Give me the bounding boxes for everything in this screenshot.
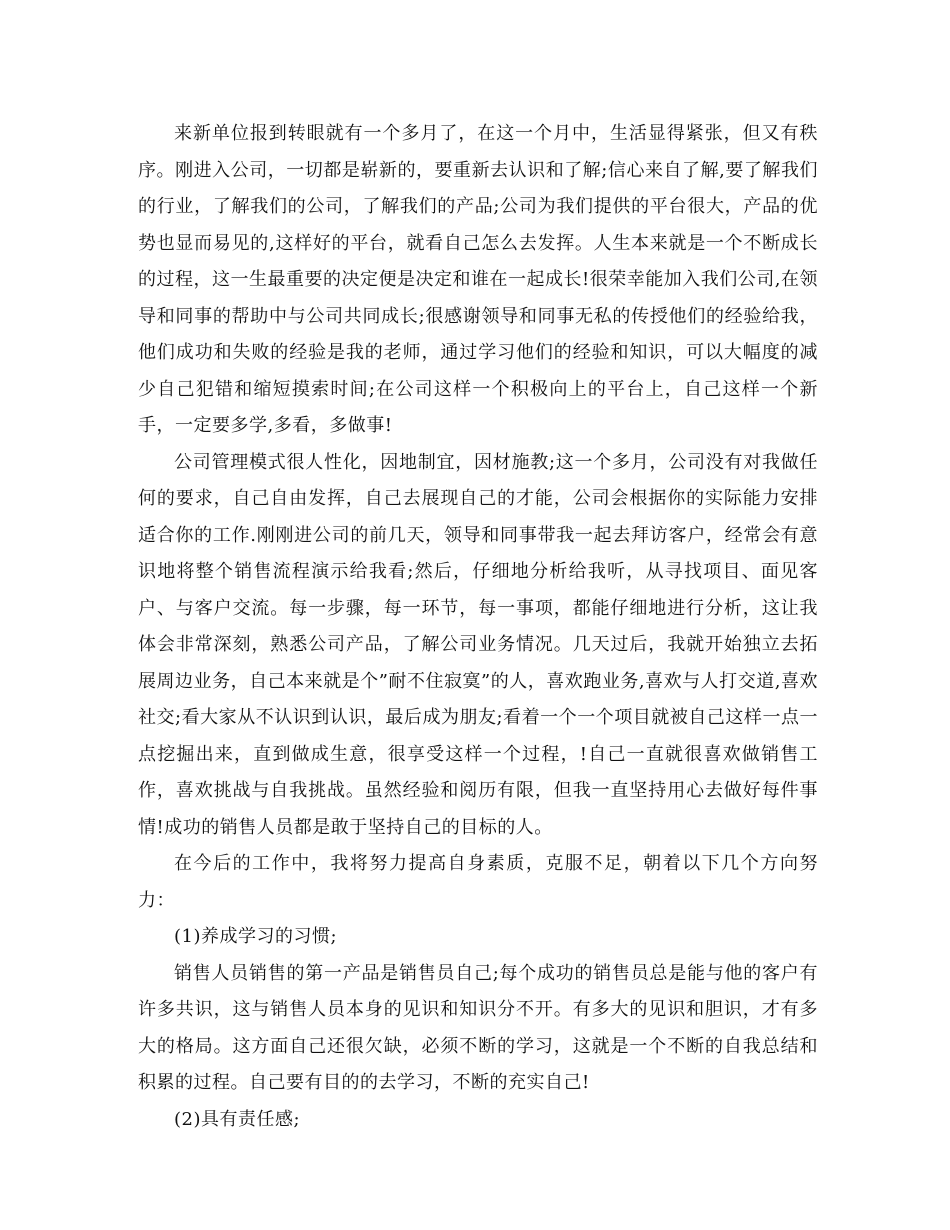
paragraph-future-plan: 在今后的工作中，我将努力提高自身素质，克服不足，朝着以下几个方向努力： (138, 853, 818, 911)
heading-item-1: (1)养成学习的习惯; (174, 926, 338, 947)
paragraph-learning: 销售人员销售的第一产品是销售员自己;每个成功的销售员总是能与他的客户有许多共识，这与销售人员本身的见识和知识分不开。有多大的见识和胆识，才有多大的格局。这方面自己还很欠缺，必须不断的学习，这就是一个不断的自我总结和积累的过程。自己要有目的的去学习，不断的充实自己! (138, 962, 818, 1093)
paragraph-intro: 来新单位报到转眼就有一个多月了，在这一个月中，生活显得紧张，但又有秩序。刚进入公司，一切都是崭新的，要重新去认识和了解;信心来自了解,要了解我们的行业，了解我们的公司，了解我们的产品;公司为我们提供的平台很大，产品的优势也显而易见的,这样好的平台，就看自己怎么去发挥。人生本来就是一个不断成长的过程，这一生最重要的决定便是决定和谁在一起成长!很荣幸能加入我们公司,在领导和同事的帮助中与公司共同成长;很感谢领导和同事无私的传授他们的经验给我，他们成功和失败的经验是我的老师，通过学习他们的经验和知识，可以大幅度的减少自己犯错和缩短摸索时间;在公司这样一个积极向上的平台上，自己这样一个新手，一定要多学,多看，多做事! (138, 123, 818, 436)
heading-item-2: (2)具有责任感; (174, 1108, 301, 1130)
paragraph-management: 公司管理模式很人性化，因地制宜，因材施教;这一个多月，公司没有对我做任何的要求，自己自由发挥，自己去展现自己的才能，公司会根据你的实际能力安排适合你的工作.刚刚进公司的前几天，领导和同事带我一起去拜访客户，经常会有意识地将整个销售流程演示给我看;然后，仔细地分析给我听，从寻找项目、面见客户、与客户交流。每一步骤，每一环节，每一事项，都能仔细地进行分析，这让我体会非常深刻，熟悉公司产品，了解公司业务情况。几天过后，我就开始独立去拓展周边业务，自己本来就是个”耐不住寂寞”的人，喜欢跑业务,喜欢与人打交道,喜欢社交;看大家从不认识到认识，最后成为朋友;看着一个一个项目就被自己这样一点一点挖掘出来，直到做成生意，很享受这样一个过程，!自己一直就很喜欢做销售工作，喜欢挑战与自我挑战。虽然经验和阅历有限，但我一直坚持用心去做好每件事情!成功的销售人员都是敢于坚持自己的目标的人。 (138, 451, 819, 838)
document-page (138, 116, 818, 1138)
